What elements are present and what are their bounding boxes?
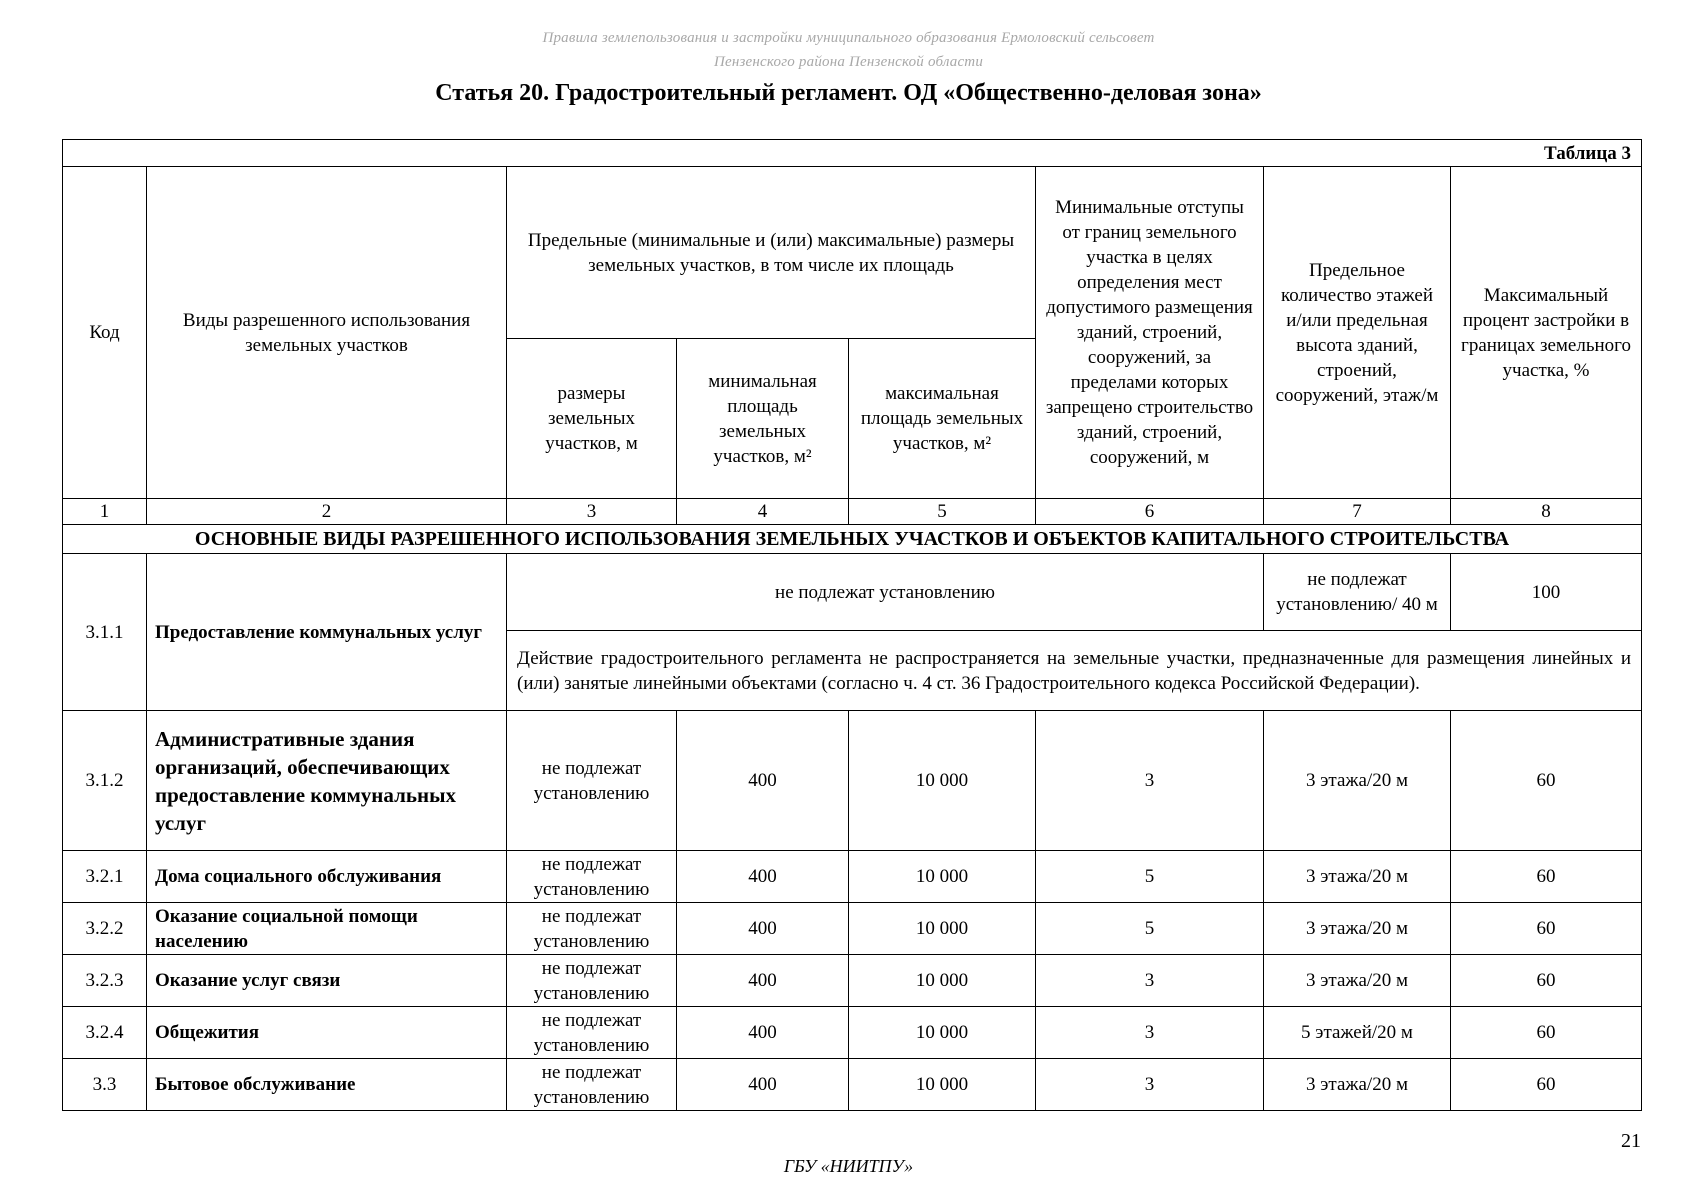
row-coverage: 60 [1451,711,1642,851]
col-number: 7 [1264,499,1451,525]
row-coverage: 60 [1451,903,1642,955]
row-floors: 3 этажа/20 м [1264,903,1451,955]
col-number: 5 [849,499,1036,525]
row-kind: Предоставление коммунальных услуг [147,554,507,711]
row-min-area: 400 [677,1007,849,1059]
row-max-area: 10 000 [849,711,1036,851]
column-numbers-row [63,499,1642,525]
row-kind: Дома социального обслуживания [147,851,507,903]
header-setbacks: Минимальные отступы от границ земельного участка в целях определения мест допустимого размещения зданий, строений, сооружений, за пределами которых запрещено строительство зданий, строений, сооружений, м [1036,167,1264,499]
zoning-regulation-table [62,139,1642,1111]
header-floors: Предельное количество этажей и/или предельная высота зданий, строений, сооружений, этаж/м [1264,167,1451,499]
row-kind: Оказание услуг связи [147,955,507,1007]
row-setback: 5 [1036,851,1264,903]
row-coverage: 60 [1451,1059,1642,1111]
header-max-area: максимальная площадь земельных участков, м² [849,339,1036,499]
header-sizes-group: Предельные (минимальные и (или) максимальные) размеры земельных участков, в том числе их площадь [507,167,1036,339]
page-title: Статья 20. Градостроительный регламент. ОД «Общественно-деловая зона» [435,80,1262,106]
row-coverage: 100 [1451,554,1642,631]
header-code: Код [63,167,147,499]
running-header-line-1: Правила землепользования и застройки муниципального образования Ермоловский сельсовет [542,30,1155,46]
row-note [507,631,1642,711]
row-code: 3.2.1 [63,851,147,903]
row-code: 3.2.4 [63,1007,147,1059]
header-kind: Виды разрешенного использования земельных участков [147,167,507,499]
row-floors: не подлежат установлению/ 40 м [1264,554,1451,631]
row-code: 3.3 [63,1059,147,1111]
row-max-area: 10 000 [849,1007,1036,1059]
header-sizes: размеры земельных участков, м [507,339,677,499]
row-floors: 3 этажа/20 м [1264,851,1451,903]
table-row [63,903,1642,955]
row-setback: 3 [1036,711,1264,851]
row-min-area: 400 [677,851,849,903]
running-header-line-2: Пензенского района Пензенской области [713,54,984,70]
row-code: 3.2.3 [63,955,147,1007]
row-sizes-merged: не подлежат установлению [507,554,1264,631]
col-number: 8 [1451,499,1642,525]
col-number: 2 [147,499,507,525]
table-row [63,851,1642,903]
row-code: 3.1.1 [63,554,147,711]
table-row [63,955,1642,1007]
table-row [63,1007,1642,1059]
row-kind: Оказание социальной помощи населению [147,903,507,955]
row-kind: Бытовое обслуживание [147,1059,507,1111]
col-number: 4 [677,499,849,525]
col-number: 3 [507,499,677,525]
row-code: 3.2.2 [63,903,147,955]
header-min-area: минимальная площадь земельных участков, м² [677,339,849,499]
row-floors: 5 этажей/20 м [1264,1007,1451,1059]
row-max-area: 10 000 [849,1059,1036,1111]
table-caption: Таблица 3 [63,140,1642,167]
row-sizes: не подлежат установлению [507,903,677,955]
row-setback: 3 [1036,1059,1264,1111]
row-min-area: 400 [677,1059,849,1111]
row-floors: 3 этажа/20 м [1264,1059,1451,1111]
row-max-area: 10 000 [849,955,1036,1007]
row-note-text: Действие градостроительного регламента не распространяется на земельные участки, предназначенные для размещения линейных и (или) занятые линейными объектами (согласно ч. 4 ст. 36 Градостроительного кодекса Российской Федерации). [517,647,1632,694]
row-coverage: 60 [1451,851,1642,903]
row-sizes: не подлежат установлению [507,955,677,1007]
row-max-area: 10 000 [849,903,1036,955]
row-floors: 3 этажа/20 м [1264,711,1451,851]
table-row [63,554,1642,631]
table-row [63,1059,1642,1111]
row-max-area: 10 000 [849,851,1036,903]
row-setback: 3 [1036,1007,1264,1059]
header-coverage: Максимальный процент застройки в границах земельного участка, % [1451,167,1642,499]
row-setback: 5 [1036,903,1264,955]
row-min-area: 400 [677,711,849,851]
row-setback: 3 [1036,955,1264,1007]
table-row [63,711,1642,851]
row-sizes: не подлежат установлению [507,1059,677,1111]
page-number: 21 [1621,1130,1641,1152]
row-kind: Общежития [147,1007,507,1059]
col-number: 6 [1036,499,1264,525]
row-coverage: 60 [1451,1007,1642,1059]
row-coverage: 60 [1451,955,1642,1007]
row-min-area: 400 [677,903,849,955]
row-sizes: не подлежат установлению [507,1007,677,1059]
running-footer: ГБУ «НИИТПУ» [783,1156,914,1176]
row-min-area: 400 [677,955,849,1007]
row-kind: Административные здания организаций, обеспечивающих предоставление коммунальных услуг [147,711,507,851]
col-number: 1 [63,499,147,525]
row-sizes: не подлежат установлению [507,851,677,903]
row-floors: 3 этажа/20 м [1264,955,1451,1007]
row-sizes: не подлежат установлению [507,711,677,851]
section-title: ОСНОВНЫЕ ВИДЫ РАЗРЕШЕННОГО ИСПОЛЬЗОВАНИЯ ЗЕМЕЛЬНЫХ УЧАСТКОВ И ОБЪЕКТОВ КАПИТАЛЬНОГО СТРОИТЕЛЬСТВА [63,525,1642,554]
row-code: 3.1.2 [63,711,147,851]
